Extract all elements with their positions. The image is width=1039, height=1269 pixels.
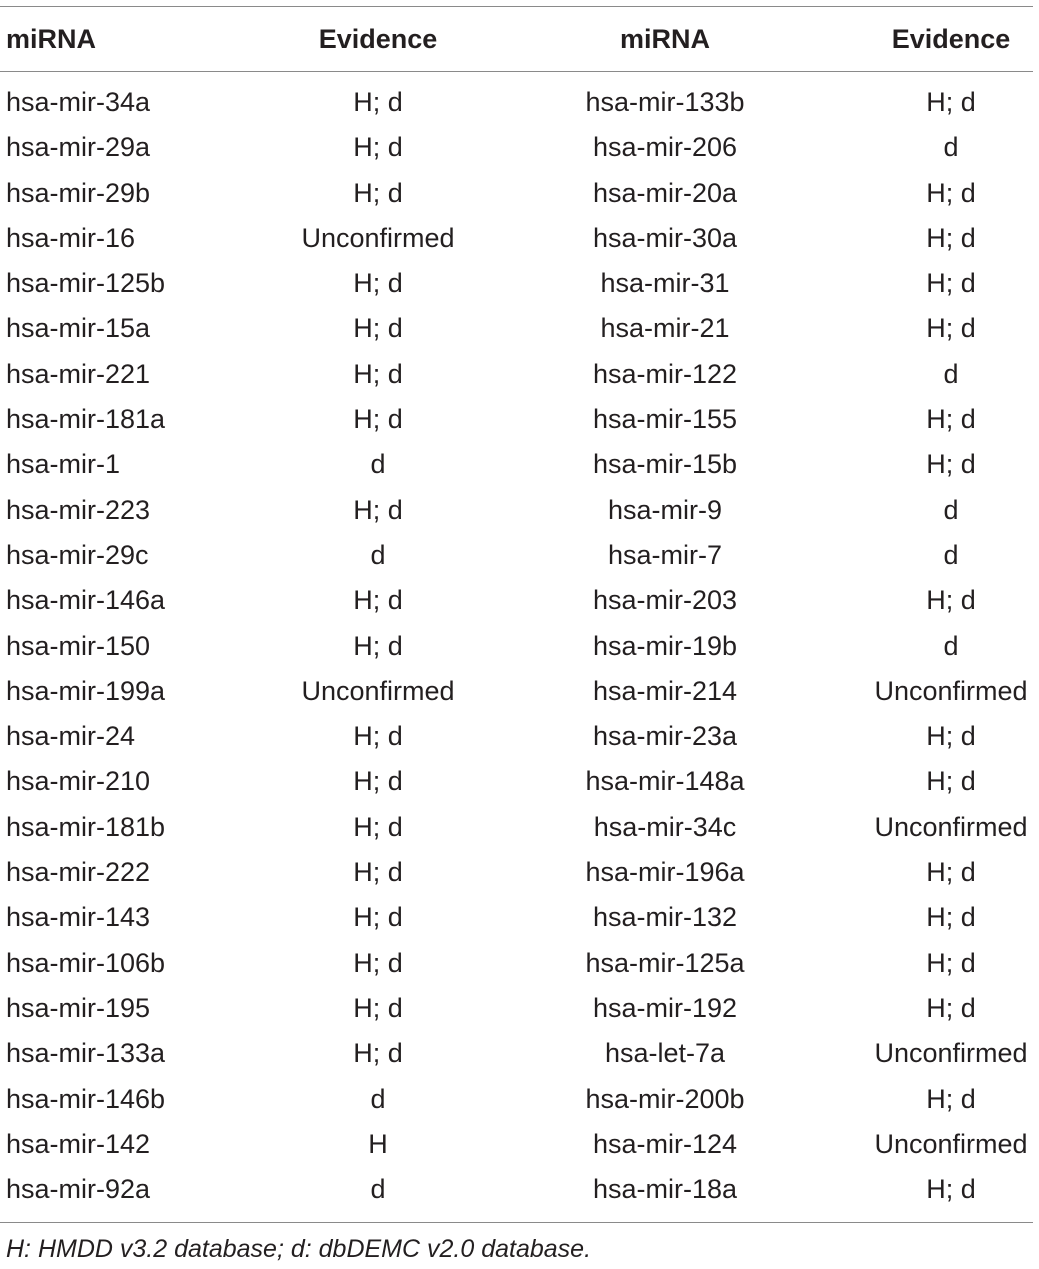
cell-evidence-right: Unconfirmed [874, 811, 1028, 842]
cell-mirna-left: hsa-mir-125b [6, 268, 166, 299]
table-row [0, 1167, 1039, 1212]
cell-mirna-left: hsa-mir-146b [6, 1083, 166, 1114]
cell-mirna-right: hsa-mir-21 [600, 313, 730, 344]
cell-evidence-left: H; d [353, 721, 403, 752]
cell-evidence-left: H; d [353, 630, 403, 661]
cell-mirna-right: hsa-mir-148a [585, 766, 745, 797]
table-row [0, 533, 1039, 578]
cell-evidence-right: d [943, 132, 959, 163]
cell-mirna-right: hsa-mir-203 [592, 585, 738, 616]
cell-evidence-right: H; d [926, 766, 976, 797]
table-footnote: H: HMDD v3.2 database; d: dbDEMC v2.0 database. [6, 1235, 592, 1263]
cell-mirna-right: hsa-mir-20a [592, 177, 738, 208]
cell-evidence-left: H; d [353, 404, 403, 435]
cell-mirna-left: hsa-mir-16 [6, 222, 136, 253]
cell-mirna-left: hsa-mir-195 [6, 992, 151, 1023]
cell-mirna-right: hsa-mir-31 [600, 268, 730, 299]
cell-evidence-right: d [943, 539, 959, 570]
cell-mirna-left: hsa-mir-181b [6, 811, 166, 842]
table-row [0, 850, 1039, 895]
table-row [0, 578, 1039, 623]
cell-evidence-right: H; d [926, 404, 976, 435]
cell-evidence-right: d [943, 358, 959, 389]
cell-evidence-right: H; d [926, 313, 976, 344]
cell-evidence-left: H; d [353, 358, 403, 389]
cell-mirna-left: hsa-mir-15a [6, 313, 151, 344]
cell-evidence-left: H; d [353, 766, 403, 797]
cell-mirna-right: hsa-let-7a [604, 1038, 726, 1069]
cell-evidence-right: H; d [926, 1083, 976, 1114]
table-bottom-rule [0, 1222, 1033, 1223]
cell-mirna-left: hsa-mir-210 [6, 766, 151, 797]
cell-mirna-left: hsa-mir-29c [6, 539, 149, 570]
cell-evidence-left: H; d [353, 947, 403, 978]
cell-evidence-left: H; d [353, 494, 403, 525]
cell-evidence-right: H; d [926, 857, 976, 888]
cell-evidence-right: H; d [926, 1174, 976, 1205]
table-row [0, 1077, 1039, 1122]
table-row [0, 397, 1039, 442]
header-evidence-right: Evidence [891, 24, 1011, 54]
cell-mirna-right: hsa-mir-23a [592, 721, 738, 752]
cell-mirna-left: hsa-mir-34a [6, 87, 151, 117]
cell-evidence-left: H; d [353, 992, 403, 1023]
cell-evidence-left: Unconfirmed [301, 222, 455, 253]
cell-evidence-right: H; d [926, 902, 976, 933]
cell-mirna-left: hsa-mir-92a [6, 1174, 151, 1205]
cell-mirna-left: hsa-mir-142 [6, 1128, 151, 1159]
table-row [0, 805, 1039, 850]
cell-mirna-right: hsa-mir-214 [592, 675, 738, 706]
cell-evidence-right: Unconfirmed [874, 1128, 1028, 1159]
table-row [0, 895, 1039, 940]
cell-evidence-left: H; d [353, 268, 403, 299]
table-row [0, 714, 1039, 759]
cell-mirna-right: hsa-mir-206 [592, 132, 738, 163]
cell-mirna-left: hsa-mir-199a [6, 675, 166, 706]
cell-mirna-right: hsa-mir-19b [592, 630, 738, 661]
cell-evidence-right: H; d [926, 721, 976, 752]
cell-evidence-left: H; d [353, 857, 403, 888]
header-evidence-left: Evidence [318, 24, 438, 54]
table-row [0, 759, 1039, 804]
table-row [0, 624, 1039, 669]
cell-evidence-right: Unconfirmed [874, 675, 1028, 706]
table-row [0, 80, 1039, 125]
cell-mirna-right: hsa-mir-15b [592, 449, 738, 480]
cell-mirna-left: hsa-mir-29a [6, 132, 151, 163]
cell-mirna-left: hsa-mir-146a [6, 585, 166, 616]
cell-evidence-left: d [370, 539, 386, 570]
table-row [0, 1031, 1039, 1076]
cell-mirna-left: hsa-mir-221 [6, 358, 151, 389]
cell-mirna-right: hsa-mir-7 [607, 539, 722, 570]
cell-evidence-right: H; d [926, 222, 976, 253]
cell-mirna-left: hsa-mir-24 [6, 721, 136, 752]
cell-evidence-left: Unconfirmed [301, 675, 455, 706]
cell-evidence-left: H; d [353, 1038, 403, 1069]
cell-mirna-right: hsa-mir-132 [592, 902, 738, 933]
cell-mirna-right: hsa-mir-9 [607, 494, 722, 525]
table-row [0, 261, 1039, 306]
cell-evidence-left: d [370, 1174, 386, 1205]
cell-evidence-right: d [943, 630, 959, 661]
cell-mirna-right: hsa-mir-34c [593, 811, 737, 842]
cell-mirna-left: hsa-mir-143 [6, 902, 151, 933]
table-row [0, 1122, 1039, 1167]
table-row [0, 171, 1039, 216]
cell-evidence-left: H; d [353, 902, 403, 933]
table-row [0, 941, 1039, 986]
table-row [0, 669, 1039, 714]
cell-mirna-left: hsa-mir-133a [6, 1038, 166, 1069]
table-row [0, 306, 1039, 351]
cell-mirna-left: hsa-mir-29b [6, 177, 151, 208]
table-header-row [0, 7, 1039, 71]
table-body [0, 80, 1039, 1212]
cell-mirna-right: hsa-mir-200b [585, 1083, 745, 1114]
table-row [0, 216, 1039, 261]
cell-mirna-left: hsa-mir-150 [6, 630, 151, 661]
cell-evidence-left: d [370, 449, 386, 480]
cell-evidence-right: H; d [926, 87, 976, 117]
cell-evidence-left: H; d [353, 177, 403, 208]
cell-mirna-right: hsa-mir-133b [585, 87, 745, 117]
cell-evidence-right: H; d [926, 268, 976, 299]
table-row [0, 986, 1039, 1031]
header-mirna-left: miRNA [6, 24, 97, 54]
cell-mirna-right: hsa-mir-124 [592, 1128, 738, 1159]
cell-mirna-right: hsa-mir-30a [592, 222, 738, 253]
table-row [0, 442, 1039, 487]
cell-evidence-right: d [943, 494, 959, 525]
cell-mirna-left: hsa-mir-181a [6, 404, 166, 435]
table-header-rule [0, 71, 1033, 72]
cell-evidence-left: H [368, 1128, 388, 1159]
cell-mirna-left: hsa-mir-223 [6, 494, 151, 525]
cell-mirna-left: hsa-mir-1 [6, 449, 121, 480]
header-mirna-right: miRNA [619, 24, 710, 54]
table-row [0, 488, 1039, 533]
cell-mirna-right: hsa-mir-18a [592, 1174, 738, 1205]
cell-evidence-right: H; d [926, 449, 976, 480]
cell-mirna-right: hsa-mir-196a [585, 857, 745, 888]
cell-mirna-right: hsa-mir-155 [592, 404, 738, 435]
cell-evidence-left: H; d [353, 132, 403, 163]
cell-evidence-left: H; d [353, 87, 403, 117]
table-row [0, 352, 1039, 397]
cell-evidence-right: H; d [926, 177, 976, 208]
cell-mirna-right: hsa-mir-125a [585, 947, 745, 978]
table-row [0, 125, 1039, 170]
cell-evidence-left: H; d [353, 811, 403, 842]
cell-evidence-left: H; d [353, 585, 403, 616]
cell-evidence-right: H; d [926, 947, 976, 978]
cell-evidence-left: d [370, 1083, 386, 1114]
cell-mirna-right: hsa-mir-192 [592, 992, 738, 1023]
cell-evidence-left: H; d [353, 313, 403, 344]
cell-evidence-right: H; d [926, 585, 976, 616]
cell-mirna-left: hsa-mir-222 [6, 857, 151, 888]
cell-evidence-right: Unconfirmed [874, 1038, 1028, 1069]
cell-evidence-right: H; d [926, 992, 976, 1023]
cell-mirna-right: hsa-mir-122 [592, 358, 738, 389]
cell-mirna-left: hsa-mir-106b [6, 947, 166, 978]
